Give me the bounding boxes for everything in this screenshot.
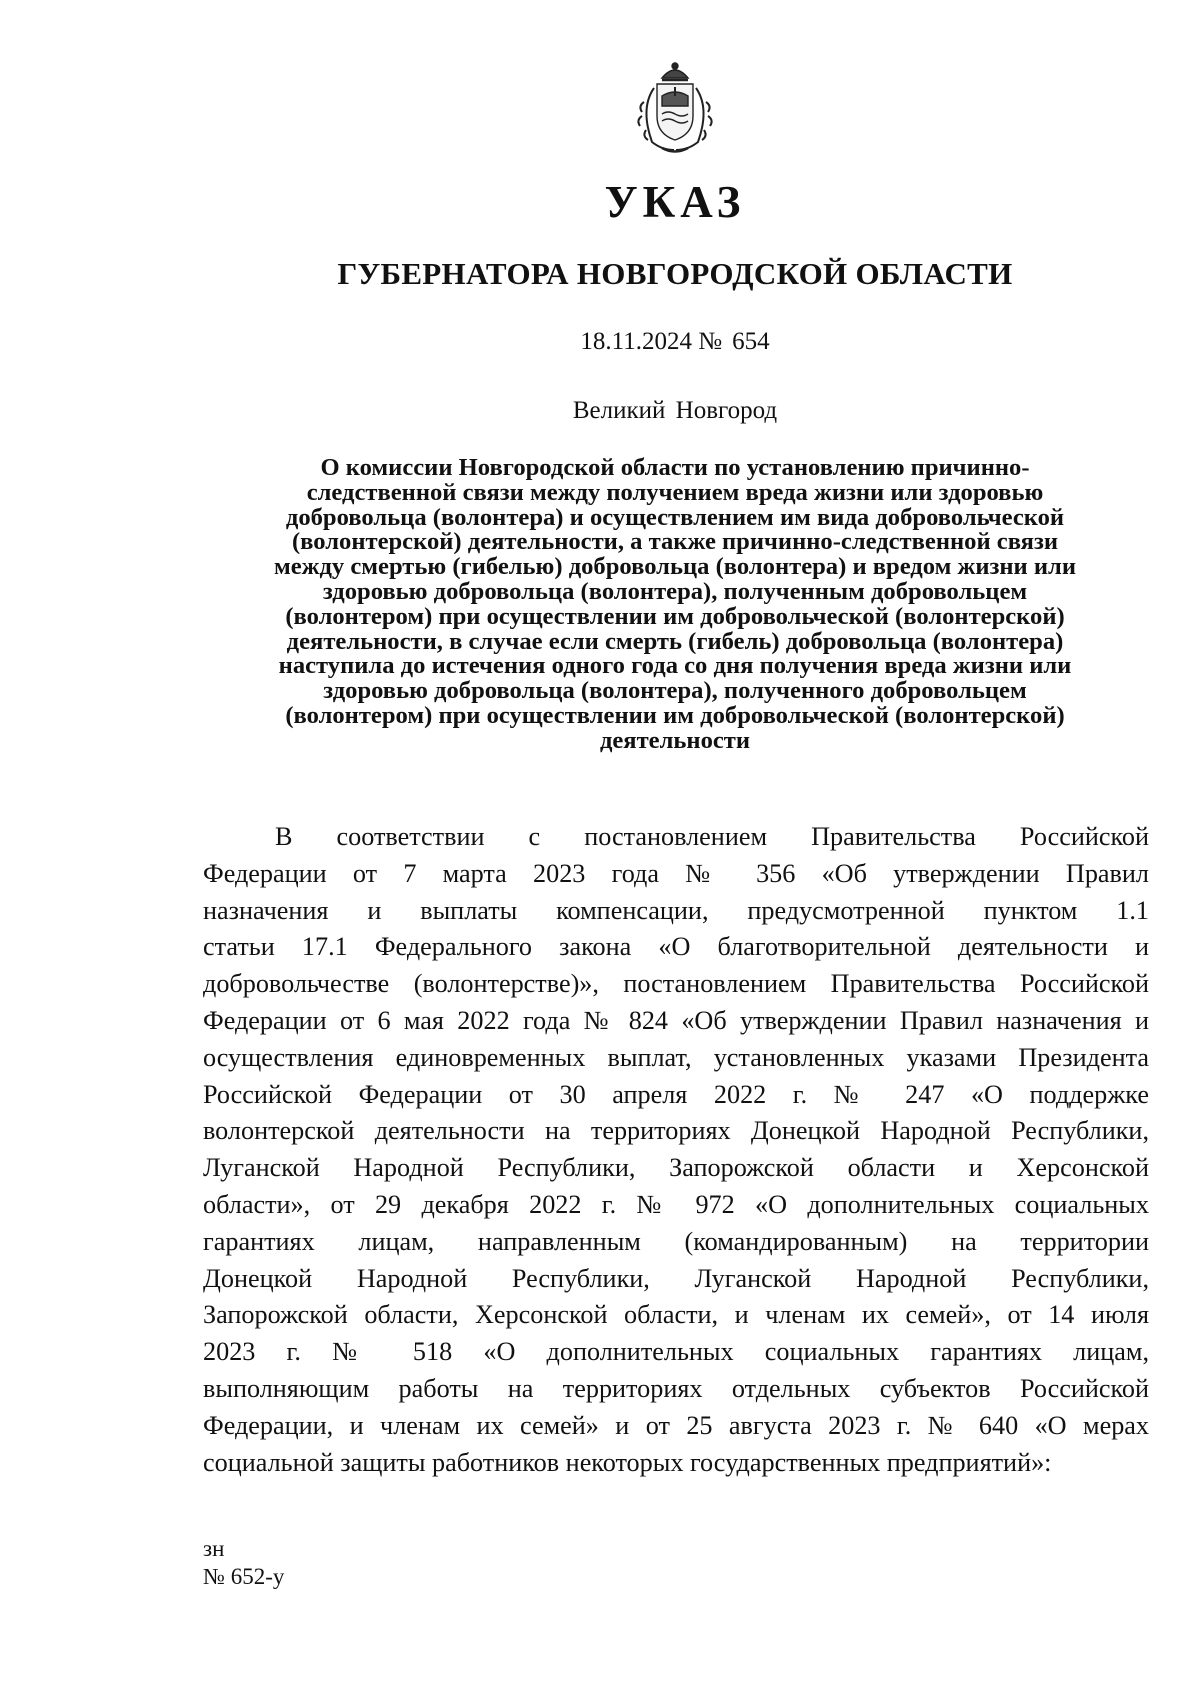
issuer-subtitle: ГУБЕРНАТОРА НОВГОРОДСКОЙ ОБЛАСТИ <box>337 256 1013 291</box>
body-line: выполняющим работы на территориях отдельных субъектов Российской <box>203 1373 1149 1403</box>
body-line: назначения и выплаты компенсации, предусмотренной пунктом 1.1 <box>203 895 1149 925</box>
executor-initials: зн <box>203 1536 225 1561</box>
heading-line: здоровью добровольца (волонтера), полученного добровольцем <box>323 677 1027 705</box>
body-line: Федерации, и членам их семей» и от 25 августа 2023 г. № 640 «О мерах <box>203 1410 1149 1440</box>
heading-line: наступила до истечения одного года со дня получения вреда жизни или <box>278 652 1072 680</box>
heading-line: (волонтером) при осуществлении им добровольческой (волонтерской) <box>285 602 1065 630</box>
heading-line: между смертью (гибелью) добровольца (волонтера) и вредом жизни или <box>273 553 1076 581</box>
heading-line: (волонтерской) деятельности, а также причинно-следственной связи <box>291 528 1059 556</box>
place-of-issue: Великий Новгород <box>572 397 778 424</box>
registration-footer <box>203 1535 284 1591</box>
document-date-number <box>0 328 1200 356</box>
body-line: Запорожской области, Херсонской области, и членам их семей», от 14 июля <box>203 1300 1149 1330</box>
number-sign: № <box>698 328 723 355</box>
body-line: добровольчестве (волонтерстве)», постановлением Правительства Российской <box>203 969 1149 999</box>
body-line: области», от 29 декабря 2022 г. № 972 «О дополнительных социальных <box>203 1189 1149 1219</box>
heading-line: следственной связи между получением вреда жизни или здоровью <box>306 478 1044 506</box>
body-line: 2023 г. № 518 «О дополнительных социальных гарантиях лицам, <box>203 1337 1149 1367</box>
body-line: гарантиях лицам, направленным (командированным) на территории <box>203 1226 1149 1256</box>
body-line: Донецкой Народной Республики, Луганской Народной Республики, <box>203 1263 1149 1293</box>
body-line: Луганской Народной Республики, Запорожской области и Херсонской <box>203 1153 1149 1183</box>
preamble-paragraph <box>203 819 1149 1481</box>
body-line: статьи 17.1 Федерального закона «О благотворительной деятельности и <box>203 932 1149 962</box>
document-type-title: УКАЗ <box>604 177 746 227</box>
document-heading <box>200 456 1150 754</box>
body-line: социальной защиты работников некоторых государственных предприятий»: <box>203 1447 1052 1477</box>
body-line: В соответствии с постановлением Правительства Российской <box>275 822 1149 851</box>
heading-line: деятельности, в случае если смерть (гибель) добровольца (волонтера) <box>286 627 1064 655</box>
heading-line: О комиссии Новгородской области по установлению причинно- <box>320 454 1030 481</box>
registration-number: № 652-у <box>203 1564 285 1589</box>
heading-line: деятельности <box>599 726 751 754</box>
document-number: 654 <box>732 328 770 355</box>
coat-of-arms-emblem-icon <box>632 58 718 156</box>
document-date: 18.11.2024 <box>580 328 692 355</box>
body-line: волонтерской деятельности на территориях Донецкой Народной Республики, <box>203 1116 1149 1146</box>
heading-line: здоровью добровольца (волонтера), полученным добровольцем <box>322 577 1028 605</box>
body-line: осуществления единовременных выплат, установленных указами Президента <box>203 1042 1149 1072</box>
heading-line: (волонтером) при осуществлении им добровольческой (волонтерской) <box>285 701 1065 729</box>
heading-line: добровольца (волонтера) и осуществлением им вида добровольческой <box>285 503 1065 531</box>
body-line: Российской Федерации от 30 апреля 2022 г. № 247 «О поддержке <box>203 1079 1149 1109</box>
body-line: Федерации от 7 марта 2023 года № 356 «Об утверждении Правил <box>203 858 1149 888</box>
body-line: Федерации от 6 мая 2022 года № 824 «Об утверждении Правил назначения и <box>203 1005 1149 1035</box>
